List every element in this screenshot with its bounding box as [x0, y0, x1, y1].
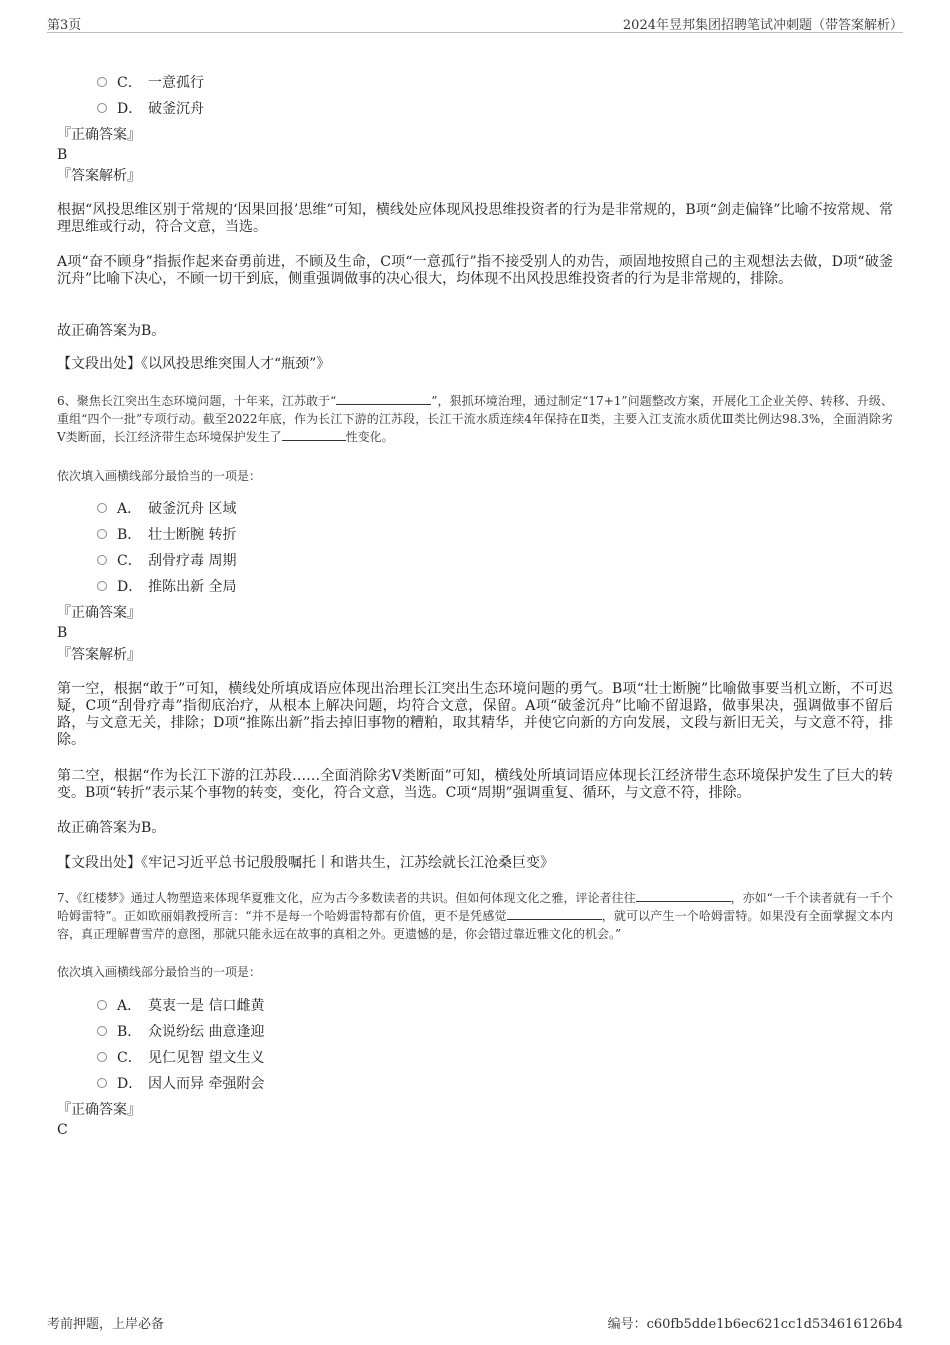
radio-icon[interactable] — [97, 529, 107, 539]
q7-blank-2 — [507, 907, 602, 920]
q6-stem-part-a: 6、聚焦长江突出生态环境问题，十年来，江苏敢于“ — [57, 394, 337, 408]
option-text: 众说纷纭 曲意逢迎 — [148, 1024, 265, 1040]
option-text: 莫衷一是 信口雌黄 — [148, 998, 265, 1014]
q5-option-c[interactable] — [97, 73, 204, 93]
option-text: 破釜沉舟 区域 — [148, 501, 237, 517]
q6-instruction: 依次填入画横线部分最恰当的一项是： — [57, 469, 262, 483]
q5-analysis-1: 根据“风投思维区别于常规的‘因果回报’思维”可知，横线处应体现风投思维投资者的行为是非常规的，B项“剑走偏锋”比喻不按常规、常理思维或行动，符合文意，当选。 — [57, 202, 893, 235]
q6-analysis-3: 故正确答案为B。 — [57, 820, 166, 836]
option-key: C． — [117, 75, 142, 91]
option-text: 壮士断腕 转折 — [148, 527, 237, 543]
option-key: D． — [117, 579, 143, 595]
option-key: B． — [117, 527, 142, 543]
q6-analysis-label: 『答案解析』 — [57, 647, 141, 663]
q7-stem-part-c: ，就可以产生一个哈姆雷特。如果没有全面掌握文本内容，真正理解曹雪芹的意图，那就只能永远在故事的真相之外。更遗憾的是，你会错过靠近雅文化的机会。” — [57, 909, 893, 941]
q6-blank-1 — [336, 392, 431, 405]
q6-option-d[interactable] — [97, 577, 236, 597]
option-text: 一意孤行 — [148, 75, 204, 91]
q7-option-a[interactable] — [97, 996, 264, 1016]
option-text: 刮骨疗毒 周期 — [148, 553, 237, 569]
q5-analysis-2: A项“奋不顾身”指振作起来奋勇前进，不顾及生命，C项“一意孤行”指不接受别人的劝告，顽固地按照自己的主观想法去做，D项“破釜沉舟”比喻下决心，不顾一切干到底，侧重强调做事的决心很大，均体现不出风投思维投资者的行为是非常规的，排除。 — [57, 254, 893, 287]
option-key: A． — [117, 998, 142, 1014]
q6-blank-2 — [282, 428, 346, 441]
radio-icon[interactable] — [97, 1000, 107, 1010]
option-key: D． — [117, 1076, 143, 1092]
radio-icon[interactable] — [97, 1026, 107, 1036]
q5-analysis-3: 故正确答案为B。 — [57, 323, 166, 339]
q7-answer: C — [57, 1122, 68, 1138]
q6-stem-part-b: ”，狠抓环境治理，通过制定“17+1”问题整改方案，开展化工企业关停、转移、升级、重组“四个一批”专项行动。截至2022年底，作为长江下游的江苏段，长江干流水质连续4年保持在Ⅱ类，主要入江支流水质优Ⅲ类比例达98.3%，全面消除劣Ⅴ类断面，长江经济带生态环境保护发生了 — [57, 394, 893, 444]
q5-analysis-label: 『答案解析』 — [57, 168, 141, 184]
q6-analysis-1: 第一空，根据“敢于”可知，横线处所填成语应体现出治理长江突出生态环境问题的勇气。B项“壮士断腕”比喻做事要当机立断，不可迟疑，C项“刮骨疗毒”指彻底治疗，从根本上解决问题，均符合文意，保留。A项“破釜沉舟”比喻不留退路，做事果决，强调做事不留后路，与文意无关，排除；D项“推陈出新”指去掉旧事物的糟粕，取其精华，并使它向新的方向发展，文段与新旧无关，与文意不符，排除。 — [57, 681, 893, 748]
option-key: C． — [117, 1050, 142, 1066]
option-key: A． — [117, 501, 142, 517]
q5-answer-label: 『正确答案』 — [57, 127, 141, 143]
q5-answer: B — [57, 147, 68, 163]
q6-source: 【文段出处】《牢记习近平总书记殷殷嘱托丨和谐共生，江苏绘就长江沧桑巨变》 — [57, 855, 554, 871]
q5-option-d[interactable] — [97, 99, 204, 119]
q6-stem-part-c: 性变化。 — [345, 430, 394, 444]
option-text: 见仁见智 望文生义 — [148, 1050, 265, 1066]
radio-icon[interactable] — [97, 1078, 107, 1088]
radio-icon[interactable] — [97, 77, 107, 87]
q7-instruction: 依次填入画横线部分最恰当的一项是： — [57, 965, 262, 979]
q6-stem — [57, 392, 893, 446]
footer-slogan: 考前押题，上岸必备 — [47, 1317, 165, 1332]
document-title: 2024年昱邦集团招聘笔试冲刺题（带答案解析） — [622, 18, 903, 33]
q7-stem — [57, 889, 893, 943]
q7-option-c[interactable] — [97, 1048, 264, 1068]
option-text: 推陈出新 全局 — [148, 579, 237, 595]
q7-option-b[interactable] — [97, 1022, 264, 1042]
radio-icon[interactable] — [97, 555, 107, 565]
q6-analysis-2: 第二空，根据“作为长江下游的江苏段……全面消除劣Ⅴ类断面”可知，横线处所填词语应体现长江经济带生态环境保护发生了巨大的转变。B项“转折”表示某个事物的转变，变化，符合文意，当选。C项“周期”强调重复、循环，与文意不符，排除。 — [57, 768, 893, 801]
page-number: 第3页 — [47, 18, 82, 33]
q7-stem-part-a: 7、《红楼梦》通过人物塑造来体现华夏雅文化，应为古今多数读者的共识。但如何体现文化之雅，评论者往往 — [57, 891, 636, 905]
q6-option-a[interactable] — [97, 499, 236, 519]
option-text: 因人而异 牵强附会 — [148, 1076, 265, 1092]
q5-source: 【文段出处】《以风投思维突围人才“瓶颈”》 — [57, 356, 331, 372]
radio-icon[interactable] — [97, 1052, 107, 1062]
q6-answer-label: 『正确答案』 — [57, 605, 141, 621]
q6-option-b[interactable] — [97, 525, 236, 545]
page-header — [47, 10, 903, 33]
document-id: 编号：c60fb5dde1b6ec621cc1d534616126b4 — [607, 1317, 903, 1332]
q7-blank-1 — [636, 889, 731, 902]
q7-answer-label: 『正确答案』 — [57, 1102, 141, 1118]
option-key: C． — [117, 553, 142, 569]
q7-option-d[interactable] — [97, 1074, 264, 1094]
option-key: D． — [117, 101, 143, 117]
radio-icon[interactable] — [97, 103, 107, 113]
q7-stem-part-b: ，亦如“一千个读者就有一千个哈姆雷特”。正如欧丽娟教授所言：“并不是每一个哈姆雷特都有价值，更不是凭感觉 — [57, 891, 894, 923]
q6-answer: B — [57, 625, 68, 641]
radio-icon[interactable] — [97, 581, 107, 591]
option-key: B． — [117, 1024, 142, 1040]
radio-icon[interactable] — [97, 503, 107, 513]
option-text: 破釜沉舟 — [148, 101, 204, 117]
q6-option-c[interactable] — [97, 551, 236, 571]
